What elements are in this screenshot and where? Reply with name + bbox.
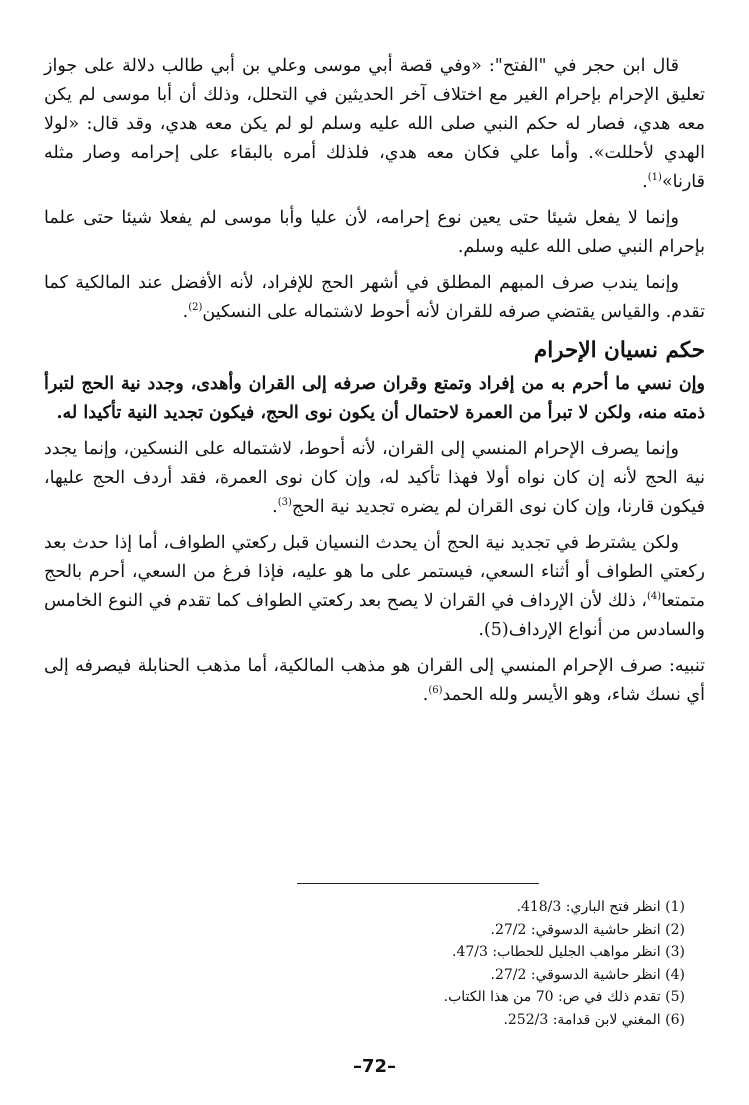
paragraph-text: قال ابن حجر في "الفتح": «وفي قصة أبي موسى وعلي بن أبي طالب دلالة على جواز تعليق الإحرام بإحرام الغير مع اختلاف آخر الحديثين في التحلل، وذلك أن أبا موسى لم يكن معه هدي، فصار له حكم النبي صلى الله عليه وسلم لو لم يكن معه هدي، وقد قال: «لولا الهدي لأحللت». وأما علي فكان معه هدي، فلذلك أمره بالبقاء على إحرامه وصار مثله قارنا» bbox=[44, 56, 705, 192]
footnote-item: (2) انظر حاشية الدسوقي: 27/2. bbox=[490, 921, 685, 938]
footnote-item: (5) تقدم ذلك في ص: 70 من هذا الكتاب. bbox=[443, 989, 685, 1005]
paragraph-note bbox=[44, 652, 705, 710]
bold-paragraph: وإن نسي ما أحرم به من إفراد وتمتع وقران صرفه إلى القران وأهدى، وجدد نية الحج لتبرأ ذمته منه، ولكن لا تبرأ من العمرة لاحتمال أن يكون نوى الحج، فيكون تجديد النية تأكيدا له. bbox=[44, 374, 705, 423]
paragraph-tail: . bbox=[642, 172, 648, 192]
footnote-item: (6) المغني لابن قدامة: 252/3. bbox=[503, 1011, 685, 1028]
footnote-ref: (1) bbox=[647, 172, 662, 184]
paragraph-tail: . bbox=[182, 302, 189, 322]
footnote-divider bbox=[297, 883, 539, 884]
footnote-item: (4) انظر حاشية الدسوقي: 27/2. bbox=[490, 966, 685, 983]
paragraph-text: ولكن يشترط في تجديد نية الحج أن يحدث النسيان قبل ركعتي الطواف، أما إذا حدث بعد ركعتي الطواف أو أثناء السعي، فيستمر على ما هو عليه، فإذا فرغ من السعي، أحرم بالحج متمتعا bbox=[44, 533, 705, 611]
paragraph-tail: ، ذلك لأن الإرداف في القران لا يصح بعد ركعتي الطواف كما تقدم في النوع الخامس والسادس من أنواع الإرداف(5). bbox=[44, 591, 705, 640]
paragraph-tail: . bbox=[272, 497, 278, 517]
footnotes bbox=[265, 896, 685, 1031]
footnote-ref: (2) bbox=[188, 302, 203, 314]
paragraph-4 bbox=[44, 435, 705, 522]
page-number: –72– bbox=[352, 1056, 397, 1077]
footnote-ref: (6) bbox=[428, 685, 443, 697]
footnote-ref: (4) bbox=[646, 591, 662, 603]
paragraph-text: وإنما يصرف الإحرام المنسي إلى القران، لأنه أحوط، لاشتماله على النسكين، وإنما يجدد نية الحج لأنه إن كان نواه أولا فهذا تأكيد له، وإن كان نوى العمرة، فقد أردف الحج عليها، فيكون قارنا، وإن كان نوى القران لم يضره تجديد نية الحج bbox=[44, 439, 705, 517]
paragraph-5 bbox=[44, 529, 705, 645]
footnote-item: (1) انظر فتح الباري: 418/3. bbox=[516, 899, 685, 915]
paragraph-text: وإنما يندب صرف المبهم المطلق في أشهر الحج للإفراد، لأنه الأفضل عند المالكية كما تقدم. والقياس يقتضي صرفه للقران لأنه أحوط لاشتماله على النسكين bbox=[44, 273, 705, 322]
paragraph-3 bbox=[44, 269, 705, 327]
paragraph-1 bbox=[44, 52, 705, 197]
section-heading: حكم نسيان الإحرام bbox=[533, 338, 705, 363]
paragraph-text: تنبيه: صرف الإحرام المنسي إلى القران هو مذهب المالكية، أما مذهب الحنابلة فيصرفه إلى أي نسك شاء، وهو الأيسر ولله الحمد bbox=[44, 656, 705, 705]
paragraph-2 bbox=[44, 204, 705, 262]
paragraph-tail: . bbox=[422, 685, 429, 705]
main-text bbox=[44, 52, 705, 717]
footnote-item: (3) انظر مواهب الجليل للحطاب: 47/3. bbox=[452, 944, 685, 960]
paragraph-text: وإنما لا يفعل شيئا حتى يعين نوع إحرامه، لأن عليا وأبا موسى لم يفعلا شيئا حتى علما بإحرام النبي صلى الله عليه وسلم. bbox=[44, 208, 705, 257]
footnote-ref: (3) bbox=[277, 497, 292, 509]
